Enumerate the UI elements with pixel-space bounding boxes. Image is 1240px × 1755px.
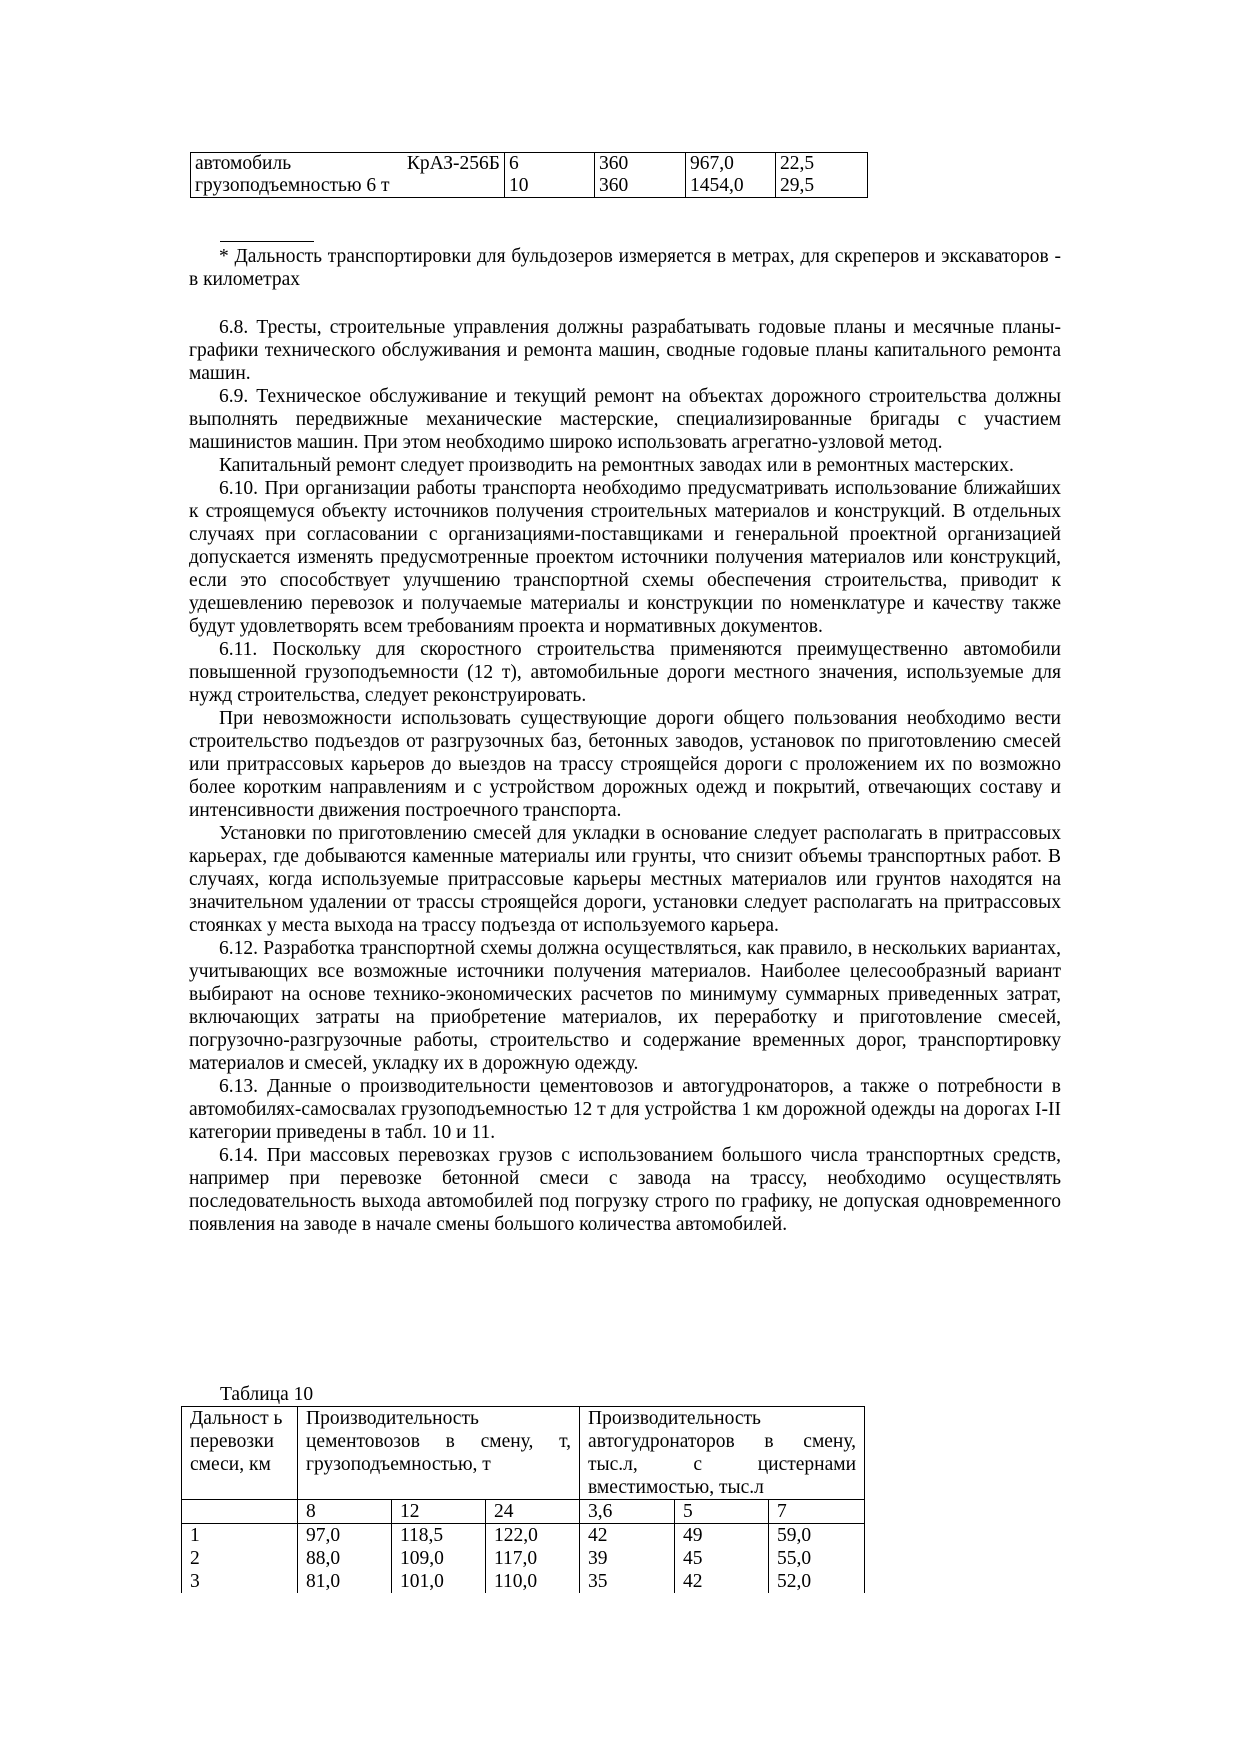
table-cell: 122,0 [486,1524,580,1548]
table-cell: 22,5 [776,153,868,176]
table-cell: 39 [580,1547,675,1570]
table-cell: автомобиль КрАЗ-256Б [191,153,505,176]
table-cell: 12 [392,1500,486,1524]
table-cell: грузоподъемностью 6 т [191,175,505,198]
table-cell [182,1500,298,1524]
table-cell: 10 [505,175,595,198]
table-cell: 24 [486,1500,580,1524]
table-cell: 110,0 [486,1570,580,1593]
table-cell: 35 [580,1570,675,1593]
footnote: * Дальность транспортировки для бульдозеров измеряется в метрах, для скреперов и экскаваторов - в километрах [189,246,1061,290]
table-cell: 3 [182,1570,298,1593]
table-cell: 360 [595,175,686,198]
footnote-divider [220,241,314,242]
table-cell: 5 [675,1500,769,1524]
table-cell: 117,0 [486,1547,580,1570]
table-row [182,1524,865,1548]
body-text [189,316,1061,1236]
table-cell: 29,5 [776,175,868,198]
paragraph: 6.10. При организации работы транспорта необходимо предусматривать использование ближайших к строящемуся объекту источников получения строительных материалов и конструкций. В отдельных случаях при согласовании с организациями-поставщиками и генеральной проектной организацией допускается изменять предусмотренные проектом источники получения материалов или конструкций, если это способствует улучшению транспортной схемы обеспечения строительства, приводит к удешевлению перевозок и получаемые материалы и конструкции по номенклатуре и качеству также будут удовлетворять всем требованиям проекта и нормативных документов. [189,478,1061,637]
paragraph: 6.13. Данные о производительности цементовозов и автогудронаторов, а также о потребности в автомобилях-самосвалах грузоподъемностью 12 т для устройства 1 км дорожной одежды на дорогах I-II категории приведены в табл. 10 и 11. [189,1076,1061,1143]
table-cell: 49 [675,1524,769,1548]
table-row [182,1547,865,1570]
table-cell: 88,0 [298,1547,392,1570]
table-cell: 97,0 [298,1524,392,1548]
table-cell: 109,0 [392,1547,486,1570]
table-cell: 59,0 [769,1524,865,1548]
table-cell: 42 [675,1570,769,1593]
table-cell: 45 [675,1547,769,1570]
table-cell: 7 [769,1500,865,1524]
table-cell: 101,0 [392,1570,486,1593]
table-10 [181,1406,865,1593]
paragraph: Капитальный ремонт следует производить на ремонтных заводах или в ремонтных мастерских. [219,455,1014,476]
table-cell: 6 [505,153,595,176]
paragraph: 6.11. Поскольку для скоростного строительства применяются преимущественно автомобили повышенной грузоподъемности (12 т), автомобильные дороги местного значения, используемые для нужд строительства, следует реконструировать. [189,639,1061,706]
table-cell: 52,0 [769,1570,865,1593]
table-cell: 967,0 [686,153,776,176]
paragraph: 6.12. Разработка транспортной схемы должна осуществляться, как правило, в нескольких вариантах, учитывающих все возможные источники получения материалов. Наиболее целесообразный вариант выбирают на основе технико-экономических расчетов по минимуму суммарных приведенных затрат, включающих затраты на приобретение материалов, их переработку и приготовление смесей, погрузочно-разгрузочные работы, строительство и содержание временных дорог, транспортировку материалов и смесей, укладку их в дорожную одежду. [189,938,1061,1074]
table-row [191,175,868,198]
paragraph: Установки по приготовлению смесей для укладки в основание следует располагать в притрассовых карьерах, где добываются каменные материалы или грунты, что снизит объемы транспортных работ. В случаях, когда используемые притрассовые карьеры местных материалов или грунтов находятся на значительном удалении от трассы строящейся дороги, установки следует располагать на притрассовых стоянках у места выхода на трассу подъезда от используемого карьера. [189,823,1061,936]
table-cell: 360 [595,153,686,176]
header-asphalt: Производительность автогудронаторов в смену, тыс.л, с цистернами вместимостью, тыс.л [580,1407,865,1500]
paragraph: 6.8. Тресты, строительные управления должны разрабатывать годовые планы и месячные планы-графики технического обслуживания и ремонта машин, сводные годовые планы капитального ремонта машин. [189,317,1061,384]
table-cell: 3,6 [580,1500,675,1524]
paragraph: 6.14. При массовых перевозках грузов с использованием большого числа транспортных средств, например при перевозке бетонной смеси с завода на трассу, необходимо осуществлять последовательность выхода автомобилей под погрузку строго по графику, не допуская одновременного появления на заводе в начале смены большого количества автомобилей. [189,1145,1061,1235]
table-cell: 118,5 [392,1524,486,1548]
table-cell: 2 [182,1547,298,1570]
paragraph: 6.9. Техническое обслуживание и текущий ремонт на объектах дорожного строительства должны выполнять передвижные механические мастерские, специализированные бригады с участием машинистов машин. При этом необходимо широко использовать агрегатно-узловой метод. [189,386,1061,453]
table-cell: 8 [298,1500,392,1524]
table-header-row [182,1407,865,1500]
table-caption: Таблица 10 [220,1384,314,1405]
table-subheader-row [182,1500,865,1524]
table-cell: 42 [580,1524,675,1548]
table-cell: 1 [182,1524,298,1548]
paragraph: При невозможности использовать существующие дороги общего пользования необходимо вести строительство подъездов от разгрузочных баз, бетонных заводов, установок по приготовлению смесей или притрассовых карьеров до выездов на трассу строящейся дороги с проложением их по возможно более коротким направлениям и с устройством дорожных одежд и покрытий, отвечающих составу и интенсивности движения построечного транспорта. [189,708,1061,821]
table-cell: 55,0 [769,1547,865,1570]
header-cement: Производительность цементовозов в смену, т, грузоподъемностью, т [298,1407,580,1500]
table-cell: 1454,0 [686,175,776,198]
table-cell: 81,0 [298,1570,392,1593]
header-distance: Дальност ь перевозки смеси, км [182,1407,298,1500]
top-table [190,152,868,198]
table-row [182,1570,865,1593]
table-row [191,153,868,176]
